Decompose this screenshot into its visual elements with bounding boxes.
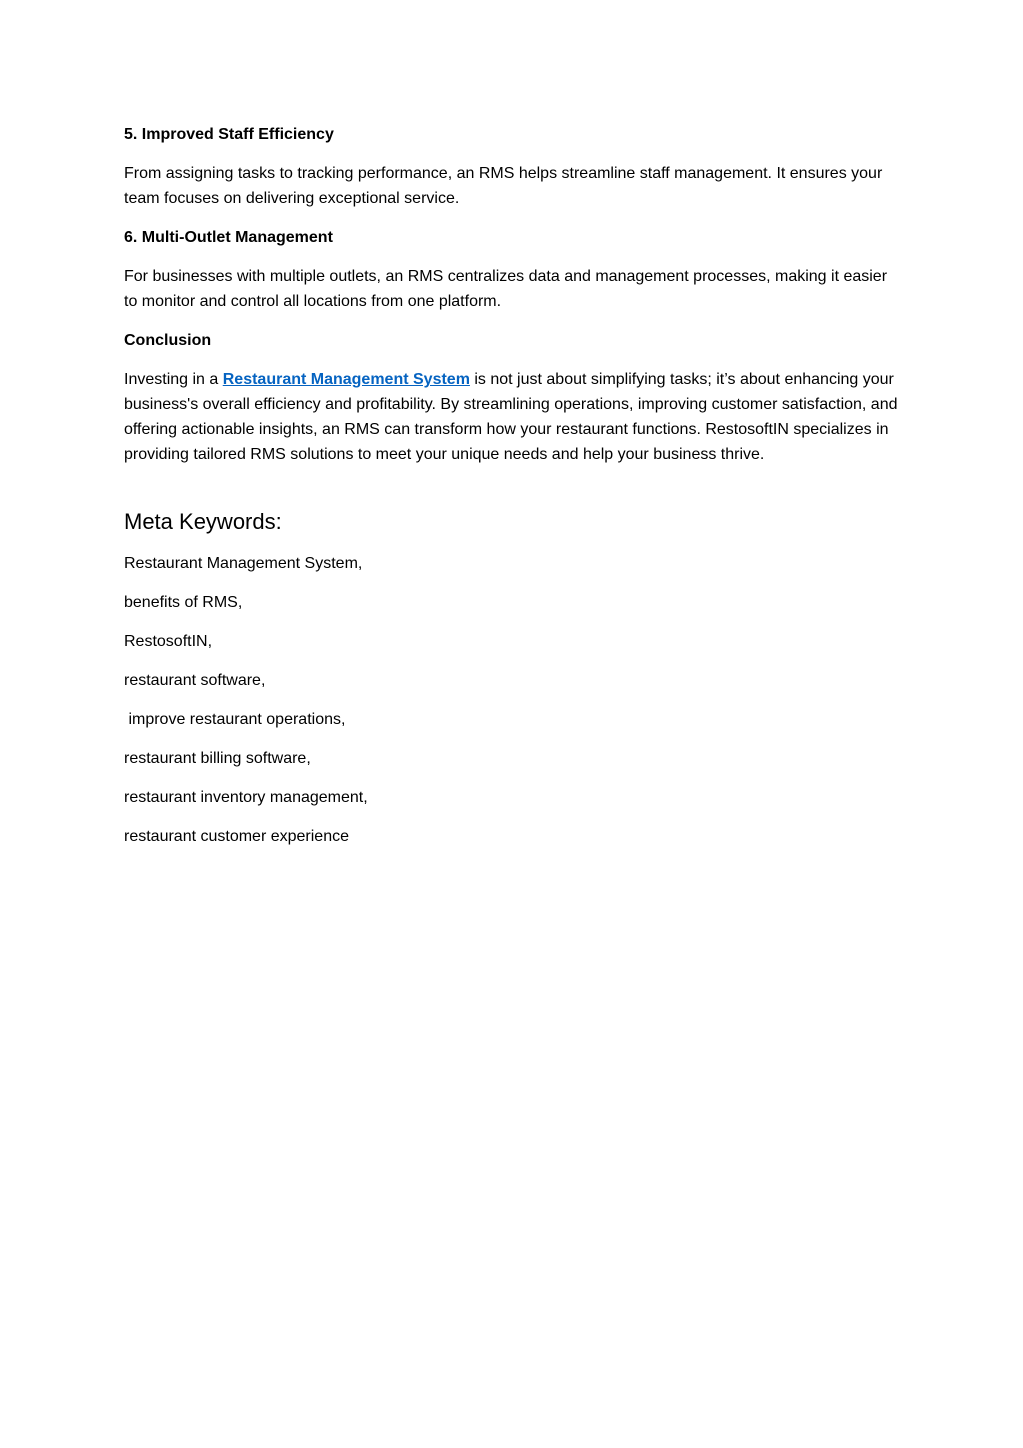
restaurant-management-system-link[interactable]: Restaurant Management System <box>222 371 470 388</box>
keyword-item: restaurant inventory management, <box>124 789 368 806</box>
conclusion-text-before-link: Investing in a <box>124 371 223 388</box>
keyword-item: restaurant billing software, <box>124 750 311 767</box>
keyword-item: Restaurant Management System, <box>124 555 363 572</box>
meta-keywords-title: Meta Keywords: <box>124 509 282 534</box>
conclusion-text-after-link: is not just about simplifying tasks; it’s about enhancing your business's overall efficiency and profitability. By streamlining operations, improving customer satisfaction, and offering actionable insights, an RMS can transform how your restaurant functions. RestosoftIN specializes in providing tailored RMS solutions to meet your unique needs and help your business thrive. <box>124 371 898 463</box>
section-heading-multi-outlet: 6. Multi-Outlet Management <box>124 229 333 246</box>
meta-keywords-list <box>124 551 904 849</box>
section-body-staff-efficiency: From assigning tasks to tracking performance, an RMS helps streamline staff management. It ensures your team focuses on delivering exceptional service. <box>124 165 883 207</box>
conclusion-heading: Conclusion <box>124 332 212 349</box>
conclusion-body <box>124 367 904 467</box>
keyword-item: restaurant customer experience <box>124 828 349 845</box>
section-body-multi-outlet: For businesses with multiple outlets, an RMS centralizes data and management processes, making it easier to monitor and control all locations from one platform. <box>124 268 888 310</box>
keyword-item: benefits of RMS, <box>124 594 243 611</box>
keyword-item: RestosoftIN, <box>124 633 213 650</box>
keyword-item: restaurant software, <box>124 672 266 689</box>
section-heading-staff-efficiency: 5. Improved Staff Efficiency <box>124 126 334 143</box>
document-page <box>124 122 904 863</box>
keyword-item: improve restaurant operations, <box>124 711 346 728</box>
